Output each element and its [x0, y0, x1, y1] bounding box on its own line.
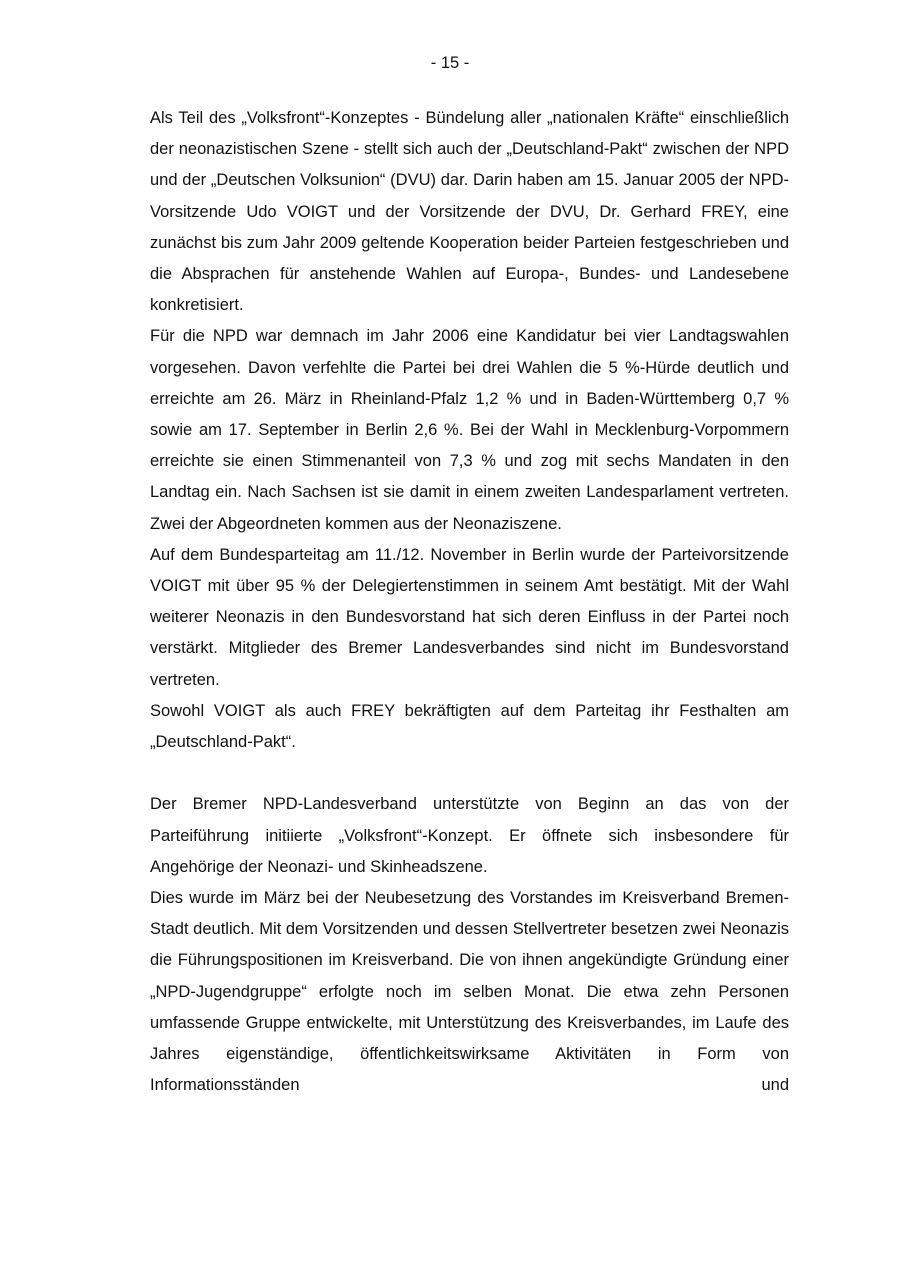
page-number: - 15 - [430, 54, 470, 72]
paragraph-spacer [150, 758, 789, 789]
paragraph-landtagswahlen: Für die NPD war demnach im Jahr 2006 eine Kandidatur bei vier Landtagswahlen vorgesehen. Davon verfehlte die Partei bei drei Wahlen die 5 %-Hürde deutlich und erreichte am 26. März in Rheinland-Pfalz 1,2 % und in Baden-Württemberg 0,7 % sowie am 17. September in Berlin 2,6 %. Bei der Wahl in Mecklenburg-Vorpommern erreichte sie einen Stimmenanteil von 7,3 % und zog mit sechs Mandaten in den Landtag ein. Nach Sachsen ist sie damit in einem zweiten Landesparlament vertreten. Zwei der Abgeordneten kommen aus der Neonaziszene. [150, 327, 789, 533]
paragraph-bundesparteitag: Auf dem Bundesparteitag am 11./12. November in Berlin wurde der Parteivorsitzende VOIGT mit über 95 % der Delegiertenstimmen in seinem Amt bestätigt. Mit der Wahl weiterer Neonazis in den Bundesvorstand hat sich deren Einfluss in der Partei noch verstärkt. Mitglieder des Bremer Landesverbandes sind nicht im Bundesvorstand vertreten. [150, 545, 789, 689]
paragraph-festhalten-pakt: Sowohl VOIGT als auch FREY bekräftigten auf dem Parteitag ihr Festhalten am „Deutschland-Pakt“. [150, 701, 789, 752]
paragraph-deutschland-pakt: Als Teil des „Volksfront“-Konzeptes - Bündelung aller „nationalen Kräfte“ einschließlich der neonazistischen Szene - stellt sich auch der „Deutschland-Pakt“ zwischen der NPD und der „Deutschen Volksunion“ (DVU) dar. Darin haben am 15. Januar 2005 der NPD-Vorsitzende Udo VOIGT und der Vorsitzende der DVU, Dr. Gerhard FREY, eine zunächst bis zum Jahr 2009 geltende Kooperation beider Parteien festgeschrieben und die Absprachen für anstehende Wahlen auf Europa-, Bundes- und Landesebene konkretisiert. [150, 109, 789, 315]
paragraph-bremer-landesverband: Der Bremer NPD-Landesverband unterstützte von Beginn an das von der Parteiführung initiierte „Volksfront“-Konzept. Er öffnete sich insbesondere für Angehörige der Neonazi- und Skinheadszene. [150, 795, 789, 876]
document-body [150, 103, 789, 1101]
paragraph-kreisverband-bremen: Dies wurde im März bei der Neubesetzung des Vorstandes im Kreisverband Bremen-Stadt deutlich. Mit dem Vorsitzenden und dessen Stellvertreter besetzen zwei Neonazis die Führungspositionen im Kreisverband. Die von ihnen angekündigte Gründung einer „NPD-Jugendgruppe“ erfolgte noch im selben Monat. Die etwa zehn Personen umfassende Gruppe entwickelte, mit Unterstützung des Kreisverbandes, im Laufe des Jahres eigenständige, öffentlichkeitswirksame Aktivitäten in Form von Informationsständen und [150, 889, 789, 1095]
